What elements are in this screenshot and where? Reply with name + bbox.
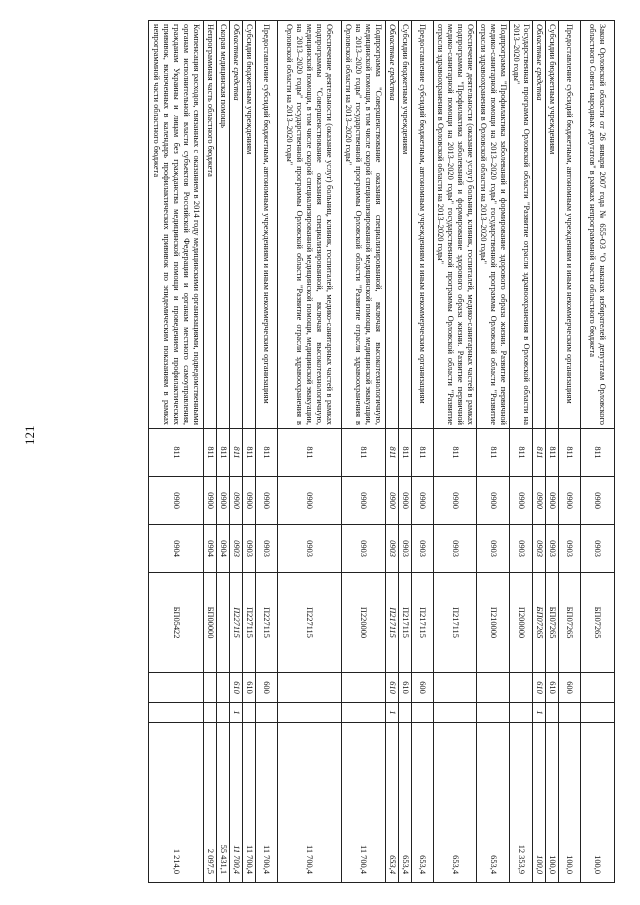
cell-mark [510, 703, 533, 723]
cell-name: Предоставление субсидий бюджетным, автономным учреждениям и иным некоммерческим организациям [412, 21, 434, 429]
cell-amount: 12 353,9 [510, 723, 533, 883]
cell-ved: 811 [581, 429, 615, 477]
cell-rz: 0900 [342, 477, 386, 525]
cell-pr: 0903 [559, 525, 581, 573]
cell-ved: 811 [278, 429, 342, 477]
cell-mark [477, 703, 510, 723]
cell-pr: 0903 [386, 525, 399, 573]
table-row [434, 21, 477, 883]
cell-mark [256, 703, 278, 723]
cell-cs: П227115 [230, 573, 243, 673]
cell-cs: БП07265 [546, 573, 559, 673]
cell-rz: 0900 [149, 477, 204, 525]
cell-rz: 0900 [510, 477, 533, 525]
cell-ved: 811 [477, 429, 510, 477]
table-row [278, 21, 342, 883]
cell-pr: 0904 [149, 525, 204, 573]
cell-mark [342, 703, 386, 723]
cell-mark [581, 703, 615, 723]
cell-mark [434, 703, 477, 723]
cell-amount: 100,0 [559, 723, 581, 883]
cell-vr [510, 673, 533, 703]
cell-pr: 0903 [342, 525, 386, 573]
cell-rz: 0900 [243, 477, 256, 525]
cell-pr: 0903 [510, 525, 533, 573]
cell-vr: 610 [386, 673, 399, 703]
cell-vr [434, 673, 477, 703]
cell-cs: БП07265 [559, 573, 581, 673]
cell-cs: П227115 [243, 573, 256, 673]
cell-vr: 600 [559, 673, 581, 703]
cell-vr [342, 673, 386, 703]
cell-amount: 11 700,4 [256, 723, 278, 883]
cell-rz: 0900 [581, 477, 615, 525]
cell-name: Предоставление субсидий бюджетным, автономным учреждениям и иным некоммерческим организациям [256, 21, 278, 429]
table-row [256, 21, 278, 883]
cell-ved: 811 [243, 429, 256, 477]
cell-cs [217, 573, 230, 673]
table-row [386, 21, 399, 883]
table-row [559, 21, 581, 883]
cell-vr: 610 [230, 673, 243, 703]
cell-name: Скорая медицинская помощь [217, 21, 230, 429]
cell-ved: 811 [217, 429, 230, 477]
table-row [230, 21, 243, 883]
cell-ved: 811 [412, 429, 434, 477]
cell-rz: 0900 [533, 477, 546, 525]
cell-amount: 11 700,4 [342, 723, 386, 883]
cell-name: Подпрограмма "Профилактика заболеваний и формирование здорового образа жизни. Развитие первичной медико-санитарной помощи на 2013–2020 годы" государственной программы Орловской области "Развитие отрасли здравоохранения в Орловской области на 2013–2020 годы" [477, 21, 510, 429]
table-row [477, 21, 510, 883]
budget-table [148, 20, 615, 883]
cell-name: Областные средства [533, 21, 546, 429]
cell-vr: 610 [243, 673, 256, 703]
cell-pr: 0903 [243, 525, 256, 573]
cell-mark [217, 703, 230, 723]
cell-amount: 100,0 [546, 723, 559, 883]
table-row [581, 21, 615, 883]
cell-ved: 811 [149, 429, 204, 477]
cell-amount: 11 700,4 [230, 723, 243, 883]
table-row [149, 21, 204, 883]
cell-rz: 0900 [559, 477, 581, 525]
cell-mark: 1 [533, 703, 546, 723]
cell-vr [204, 673, 217, 703]
cell-pr: 0903 [412, 525, 434, 573]
page-number: 121 [22, 425, 37, 445]
cell-name: Компенсация расходов, связанных с оказанием в 2014 году медицинскими организациями, подведомственными органам исполнительной власти субъектов Российской Федерации и органам местного самоуправления, гражданам Украины и лицам без гражданства медицинской помощи и проведением профилактических прививок, включенных в календарь профилактических прививок по эпидемическим показаниям в рамках непрограммной части областного бюджета [149, 21, 204, 429]
cell-vr: 600 [256, 673, 278, 703]
cell-vr: 600 [412, 673, 434, 703]
cell-vr: 610 [399, 673, 412, 703]
cell-ved: 811 [342, 429, 386, 477]
cell-ved: 811 [434, 429, 477, 477]
cell-mark [149, 703, 204, 723]
cell-rz: 0900 [399, 477, 412, 525]
cell-amount: 100,0 [533, 723, 546, 883]
cell-name: Обеспечение деятельности (оказание услуг) больниц, клиник, госпиталей, медико-санитарных частей в рамках подпрограммы "Совершенствование оказания специализированной, включая высокотехнологичную, медицинской помощи, в том числе скорой специализированной медицинской помощи, медицинской эвакуации, на 2013–2020 годы" государственной программы Орловской области "Развитие отрасли здравоохранения в Орловской области на 2013–2020 годы" [278, 21, 342, 429]
cell-vr: 610 [546, 673, 559, 703]
cell-ved: 811 [533, 429, 546, 477]
cell-mark [546, 703, 559, 723]
cell-ved: 811 [204, 429, 217, 477]
cell-ved: 811 [230, 429, 243, 477]
cell-pr: 0903 [477, 525, 510, 573]
cell-ved: 811 [510, 429, 533, 477]
table-row [342, 21, 386, 883]
cell-cs: П217115 [434, 573, 477, 673]
table-row [243, 21, 256, 883]
cell-pr: 0903 [533, 525, 546, 573]
cell-cs: БП05422 [149, 573, 204, 673]
cell-rz: 0900 [256, 477, 278, 525]
cell-vr [149, 673, 204, 703]
cell-ved: 811 [559, 429, 581, 477]
cell-ved: 811 [546, 429, 559, 477]
cell-rz: 0900 [204, 477, 217, 525]
cell-cs: П210000 [477, 573, 510, 673]
cell-ved: 811 [256, 429, 278, 477]
cell-mark [559, 703, 581, 723]
cell-cs: БП00000 [204, 573, 217, 673]
table-row [533, 21, 546, 883]
table-row [399, 21, 412, 883]
cell-pr: 0904 [217, 525, 230, 573]
cell-amount: 1 214,0 [149, 723, 204, 883]
cell-name: Закон Орловской области от 26 января 2007 года № 655-ОЗ "О наказах избирателей депутатам Орловского областного Совета народных депутатов" в рамках непрограммной части областного бюджета [581, 21, 615, 429]
table-row [204, 21, 217, 883]
table-row [217, 21, 230, 883]
cell-vr: 610 [533, 673, 546, 703]
cell-rz: 0900 [278, 477, 342, 525]
cell-amount: 11 700,4 [278, 723, 342, 883]
cell-cs: П220000 [342, 573, 386, 673]
cell-rz: 0900 [546, 477, 559, 525]
cell-rz: 0900 [386, 477, 399, 525]
cell-pr: 0903 [399, 525, 412, 573]
cell-vr [477, 673, 510, 703]
cell-rz: 0900 [477, 477, 510, 525]
cell-name: Субсидии бюджетным учреждениям [243, 21, 256, 429]
cell-amount: 2 097,5 [204, 723, 217, 883]
cell-cs: П217115 [386, 573, 399, 673]
cell-name: Субсидии бюджетным учреждениям [399, 21, 412, 429]
cell-amount: 11 700,4 [243, 723, 256, 883]
table-row [546, 21, 559, 883]
cell-rz: 0900 [230, 477, 243, 525]
cell-name: Государственная программа Орловской области "Развитие отрасли здравоохранения в Орловской области на 2013–2020 годы" [510, 21, 533, 429]
table-row [412, 21, 434, 883]
cell-mark [204, 703, 217, 723]
cell-mark [278, 703, 342, 723]
cell-pr: 0903 [581, 525, 615, 573]
cell-rz: 0900 [217, 477, 230, 525]
cell-name: Непрограммная часть областного бюджета [204, 21, 217, 429]
cell-name: Предоставление субсидий бюджетным, автономным учреждениям и иным некоммерческим организациям [559, 21, 581, 429]
cell-mark [399, 703, 412, 723]
cell-pr: 0903 [434, 525, 477, 573]
cell-ved: 811 [399, 429, 412, 477]
cell-cs: П227115 [278, 573, 342, 673]
cell-mark: 1 [386, 703, 399, 723]
cell-cs: БП07265 [533, 573, 546, 673]
cell-cs: БП07265 [581, 573, 615, 673]
cell-pr: 0903 [230, 525, 243, 573]
cell-mark: 1 [230, 703, 243, 723]
cell-amount: 653,4 [412, 723, 434, 883]
rotated-page-content [75, 20, 615, 882]
cell-mark [412, 703, 434, 723]
cell-pr: 0903 [546, 525, 559, 573]
cell-cs: П227115 [256, 573, 278, 673]
cell-name: Обеспечение деятельности (оказание услуг) больниц, клиник, госпиталей, медико-санитарных частей в рамках подпрограммы "Профилактика заболеваний и формирование здорового образа жизни. Развитие первичной медико-санитарной помощи на 2013–2020 годы" государственной программы Орловской области "Развитие отрасли здравоохранения в Орловской области на 2013–2020 годы" [434, 21, 477, 429]
cell-name: Подпрограмма "Совершенствование оказания специализированной, включая высокотехнологичную, медицинской помощи, в том числе скорой специализированной медицинской помощи, медицинской эвакуации, на 2013–2020 годы" государственной программы Орловской области "Развитие отрасли здравоохранения в Орловской области на 2013–2020 годы" [342, 21, 386, 429]
cell-name: Областные средства [386, 21, 399, 429]
cell-amount: 100,0 [581, 723, 615, 883]
cell-cs: П217115 [399, 573, 412, 673]
cell-amount: 55 431,1 [217, 723, 230, 883]
cell-pr: 0903 [278, 525, 342, 573]
cell-name: Областные средства [230, 21, 243, 429]
cell-ved: 811 [386, 429, 399, 477]
cell-pr: 0903 [256, 525, 278, 573]
table-row [510, 21, 533, 883]
cell-amount: 653,4 [386, 723, 399, 883]
cell-rz: 0900 [412, 477, 434, 525]
cell-cs: П200000 [510, 573, 533, 673]
cell-name: Субсидии бюджетным учреждениям [546, 21, 559, 429]
cell-amount: 653,4 [399, 723, 412, 883]
cell-vr [278, 673, 342, 703]
cell-amount: 653,4 [434, 723, 477, 883]
cell-amount: 653,4 [477, 723, 510, 883]
cell-cs: П217115 [412, 573, 434, 673]
cell-vr [581, 673, 615, 703]
cell-rz: 0900 [434, 477, 477, 525]
cell-pr: 0904 [204, 525, 217, 573]
cell-vr [217, 673, 230, 703]
cell-mark [243, 703, 256, 723]
